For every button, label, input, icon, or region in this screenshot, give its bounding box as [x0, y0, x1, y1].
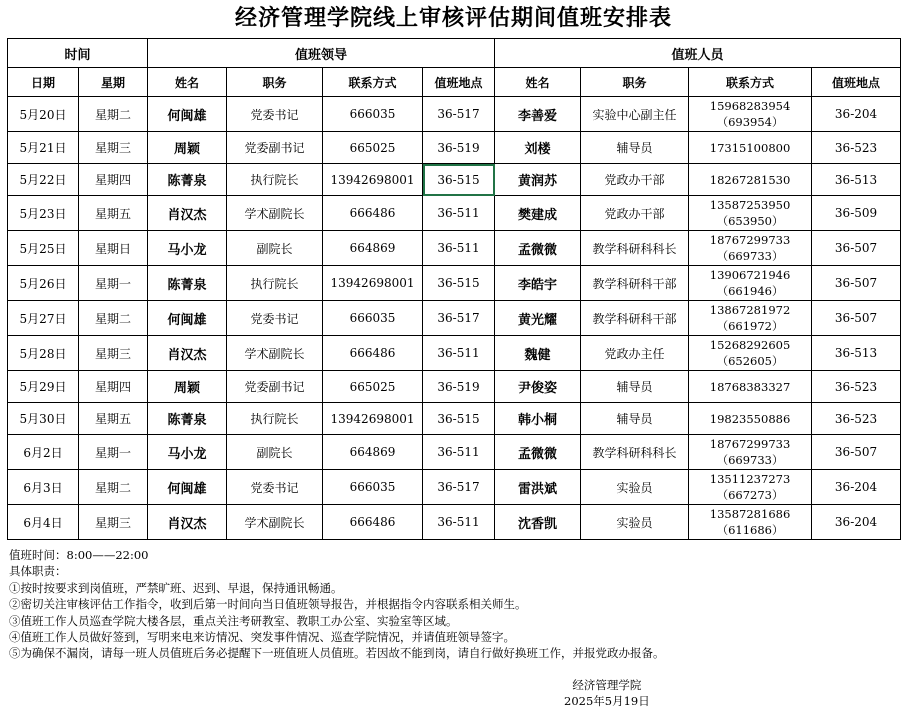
cell-leader-role[interactable]: 党委书记 — [227, 301, 323, 336]
cell-staff-phone[interactable] — [689, 266, 812, 301]
cell-leader-name[interactable]: 陈菁泉 — [148, 403, 227, 435]
cell-date[interactable]: 5月22日 — [8, 164, 79, 196]
cell-leader-name[interactable]: 周颖 — [148, 132, 227, 164]
table-row — [8, 371, 901, 403]
cell-leader-name[interactable]: 肖汉杰 — [148, 505, 227, 540]
cell-weekday[interactable]: 星期三 — [79, 505, 148, 540]
cell-weekday[interactable]: 星期一 — [79, 266, 148, 301]
cell-leader-place[interactable]: 36-511 — [423, 505, 495, 540]
cell-leader-phone[interactable]: 666035 — [323, 301, 423, 336]
cell-staff-place[interactable]: 36-204 — [812, 97, 901, 132]
cell-date[interactable]: 5月27日 — [8, 301, 79, 336]
cell-leader-name[interactable]: 陈菁泉 — [148, 266, 227, 301]
cell-weekday[interactable]: 星期日 — [79, 231, 148, 266]
cell-leader-place[interactable]: 36-511 — [423, 435, 495, 470]
cell-date[interactable]: 5月20日 — [8, 97, 79, 132]
cell-staff-name[interactable]: 孟微微 — [495, 435, 581, 470]
cell-staff-place[interactable]: 36-204 — [812, 470, 901, 505]
cell-staff-place[interactable]: 36-507 — [812, 231, 901, 266]
staff-phone-mobile: 18768383327 — [709, 379, 791, 394]
cell-staff-phone[interactable] — [689, 435, 812, 470]
cell-date[interactable]: 5月29日 — [8, 371, 79, 403]
cell-weekday[interactable]: 星期三 — [79, 132, 148, 164]
staff-phone-mobile: 17315100800 — [709, 140, 791, 155]
table-row — [8, 403, 901, 435]
cell-staff-place[interactable]: 36-523 — [812, 371, 901, 403]
cell-staff-phone[interactable] — [689, 164, 812, 196]
cell-staff-place[interactable]: 36-513 — [812, 164, 901, 196]
cell-weekday[interactable]: 星期四 — [79, 371, 148, 403]
cell-staff-name[interactable]: 韩小桐 — [495, 403, 581, 435]
cell-staff-name[interactable]: 李善爱 — [495, 97, 581, 132]
cell-leader-role[interactable]: 学术副院长 — [227, 196, 323, 231]
group-staff-header[interactable]: 值班人员 — [495, 39, 901, 68]
cell-staff-phone[interactable] — [689, 336, 812, 371]
cell-staff-place[interactable]: 36-204 — [812, 505, 901, 540]
staff-phone-mobile: 18767299733 — [709, 437, 791, 451]
cell-date[interactable]: 5月26日 — [8, 266, 79, 301]
note-line[interactable]: ①按时按要求到岗值班，严禁旷班、迟到、早退，保持通讯畅通。 — [9, 580, 343, 595]
note-line[interactable]: 具体职责： — [9, 564, 67, 579]
staff-phone-short: （669733） — [716, 249, 784, 263]
note-line[interactable]: ⑤为确保不漏岗，请每一班人员值班后务必提醒下一班值班人员值班。若因故不能到岗，请自行做好换班工作，并报党政办报备。 — [9, 646, 665, 661]
note-line[interactable]: ④值班工作人员做好签到，写明来电来访情况、突发事件情况、巡查学院情况，并请值班领导签字。 — [9, 630, 515, 645]
cell-weekday[interactable]: 星期三 — [79, 336, 148, 371]
cell-staff-role[interactable]: 实验员 — [581, 470, 689, 505]
staff-phone-short: （653950） — [716, 214, 784, 228]
cell-date[interactable]: 5月25日 — [8, 231, 79, 266]
cell-leader-role[interactable]: 党委书记 — [227, 97, 323, 132]
cell-leader-place[interactable]: 36-517 — [423, 97, 495, 132]
cell-leader-place[interactable]: 36-511 — [423, 196, 495, 231]
staff-phone-short: （661972） — [716, 319, 784, 333]
cell-staff-place[interactable]: 36-509 — [812, 196, 901, 231]
col-leader-phone-header[interactable]: 联系方式 — [323, 68, 423, 97]
staff-phone-mobile: 18767299733 — [709, 233, 791, 247]
table-row — [8, 435, 901, 470]
cell-leader-name[interactable]: 陈菁泉 — [148, 164, 227, 196]
duty-table — [7, 38, 901, 540]
col-staff-name-header[interactable]: 姓名 — [495, 68, 581, 97]
cell-staff-place[interactable]: 36-507 — [812, 435, 901, 470]
cell-staff-role[interactable]: 辅导员 — [581, 371, 689, 403]
cell-leader-phone[interactable]: 13942698001 — [323, 266, 423, 301]
staff-phone-short: （661946） — [716, 284, 784, 298]
cell-leader-place[interactable]: 36-515 — [423, 403, 495, 435]
cell-weekday[interactable]: 星期二 — [79, 470, 148, 505]
cell-staff-role[interactable]: 辅导员 — [581, 132, 689, 164]
table-row — [8, 470, 901, 505]
cell-leader-place[interactable]: 36-519 — [423, 371, 495, 403]
table-row — [8, 266, 901, 301]
col-staff-place-header[interactable]: 值班地点 — [812, 68, 901, 97]
cell-leader-phone[interactable]: 13942698001 — [323, 403, 423, 435]
signature-date[interactable]: 2025年5月19日 — [564, 694, 650, 708]
note-line[interactable]: 值班时间：8:00——22:00 — [9, 548, 149, 562]
cell-leader-role[interactable]: 执行院长 — [227, 164, 323, 196]
cell-staff-role[interactable]: 教学科研科干部 — [581, 266, 689, 301]
cell-staff-name[interactable]: 樊建成 — [495, 196, 581, 231]
col-staff-role-header[interactable]: 职务 — [581, 68, 689, 97]
cell-staff-name[interactable]: 沈香凯 — [495, 505, 581, 540]
cell-leader-place[interactable]: 36-519 — [423, 132, 495, 164]
cell-leader-place[interactable]: 36-511 — [423, 336, 495, 371]
cell-staff-name[interactable]: 魏健 — [495, 336, 581, 371]
cell-staff-role[interactable]: 辅导员 — [581, 403, 689, 435]
cell-staff-name[interactable]: 刘楼 — [495, 132, 581, 164]
col-leader-place-header[interactable]: 值班地点 — [423, 68, 495, 97]
staff-phone-mobile: 13511237273 — [709, 472, 791, 486]
cell-leader-role[interactable]: 党委副书记 — [227, 132, 323, 164]
cell-leader-name[interactable]: 马小龙 — [148, 435, 227, 470]
cell-staff-phone[interactable] — [689, 231, 812, 266]
table-row — [8, 336, 901, 371]
cell-leader-phone[interactable]: 13942698001 — [323, 164, 423, 196]
cell-staff-name[interactable]: 雷洪斌 — [495, 470, 581, 505]
cell-staff-role[interactable]: 党政办干部 — [581, 196, 689, 231]
cell-leader-role[interactable]: 执行院长 — [227, 266, 323, 301]
staff-phone-short: （667273） — [716, 488, 784, 502]
page-title: 经济管理学院线上审核评估期间值班安排表 — [234, 5, 672, 31]
group-time-header[interactable]: 时间 — [8, 39, 148, 68]
cell-staff-role[interactable]: 实验员 — [581, 505, 689, 540]
staff-phone-short: （611686） — [716, 523, 784, 537]
cell-staff-role[interactable]: 教学科研科科长 — [581, 231, 689, 266]
cell-staff-phone[interactable] — [689, 196, 812, 231]
cell-leader-role[interactable]: 党委副书记 — [227, 371, 323, 403]
table-row — [8, 301, 901, 336]
cell-weekday[interactable]: 星期五 — [79, 403, 148, 435]
col-staff-phone-header[interactable]: 联系方式 — [689, 68, 812, 97]
cell-leader-phone[interactable]: 665025 — [323, 371, 423, 403]
col-date-header[interactable]: 日期 — [8, 68, 79, 97]
cell-staff-phone[interactable] — [689, 403, 812, 435]
staff-phone-mobile: 15968283954 — [709, 99, 791, 113]
cell-staff-place[interactable]: 36-507 — [812, 266, 901, 301]
cell-leader-role[interactable]: 党委书记 — [227, 470, 323, 505]
cell-staff-name[interactable]: 黄光耀 — [495, 301, 581, 336]
signature-block — [564, 677, 650, 709]
cell-leader-phone[interactable]: 665025 — [323, 132, 423, 164]
cell-leader-place[interactable]: 36-517 — [423, 470, 495, 505]
cell-staff-phone[interactable] — [689, 97, 812, 132]
cell-staff-phone[interactable] — [689, 301, 812, 336]
cell-leader-name[interactable]: 肖汉杰 — [148, 196, 227, 231]
staff-phone-mobile: 18267281530 — [709, 172, 791, 187]
staff-phone-short: （669733） — [716, 453, 784, 467]
cell-weekday[interactable]: 星期五 — [79, 196, 148, 231]
cell-date[interactable]: 5月23日 — [8, 196, 79, 231]
cell-leader-role[interactable]: 副院长 — [227, 231, 323, 266]
cell-staff-place[interactable]: 36-523 — [812, 132, 901, 164]
table-row — [8, 164, 901, 196]
table-row — [8, 505, 901, 540]
cell-staff-role[interactable]: 实验中心副主任 — [581, 97, 689, 132]
cell-leader-place[interactable]: 36-515 — [423, 266, 495, 301]
group-leader-header[interactable]: 值班领导 — [148, 39, 495, 68]
cell-leader-role[interactable]: 学术副院长 — [227, 336, 323, 371]
duty-table-body — [8, 97, 901, 540]
cell-date[interactable]: 6月3日 — [8, 470, 79, 505]
staff-phone-mobile: 13587281686 — [709, 507, 791, 521]
cell-date[interactable]: 6月4日 — [8, 505, 79, 540]
table-row — [8, 97, 901, 132]
cell-staff-phone[interactable] — [689, 132, 812, 164]
cell-staff-name[interactable]: 孟微微 — [495, 231, 581, 266]
staff-phone-mobile: 15268292605 — [709, 338, 791, 352]
cell-leader-name[interactable]: 马小龙 — [148, 231, 227, 266]
cell-weekday[interactable]: 星期二 — [79, 97, 148, 132]
cell-staff-place[interactable]: 36-513 — [812, 336, 901, 371]
cell-staff-phone[interactable] — [689, 470, 812, 505]
cell-leader-place[interactable]: 36-517 — [423, 301, 495, 336]
staff-phone-mobile: 13867281972 — [709, 303, 791, 317]
table-row — [8, 132, 901, 164]
table-row — [8, 196, 901, 231]
cell-staff-phone[interactable] — [689, 505, 812, 540]
cell-leader-phone[interactable]: 666486 — [323, 505, 423, 540]
cell-leader-name[interactable]: 何闽雄 — [148, 470, 227, 505]
cell-staff-role[interactable]: 教学科研科科长 — [581, 435, 689, 470]
note-line[interactable]: ②密切关注审核评估工作指令，收到后第一时间向当日值班领导报告，并根据指令内容联系相关师生。 — [9, 597, 527, 612]
staff-phone-short: （693954） — [716, 115, 784, 129]
cell-leader-name[interactable]: 肖汉杰 — [148, 336, 227, 371]
cell-leader-phone[interactable]: 664869 — [323, 231, 423, 266]
table-row — [8, 231, 901, 266]
cell-leader-phone[interactable]: 666486 — [323, 196, 423, 231]
signature-org[interactable]: 经济管理学院 — [572, 678, 642, 692]
cell-leader-phone[interactable]: 666035 — [323, 470, 423, 505]
cell-leader-phone[interactable]: 666035 — [323, 97, 423, 132]
cell-leader-phone[interactable]: 666486 — [323, 336, 423, 371]
col-leader-name-header[interactable]: 姓名 — [148, 68, 227, 97]
cell-staff-name[interactable]: 李皓宇 — [495, 266, 581, 301]
cell-leader-phone[interactable]: 664869 — [323, 435, 423, 470]
cell-date[interactable]: 6月2日 — [8, 435, 79, 470]
cell-staff-phone[interactable] — [689, 371, 812, 403]
cell-staff-place[interactable]: 36-523 — [812, 403, 901, 435]
col-weekday-header[interactable]: 星期 — [79, 68, 148, 97]
cell-date[interactable]: 5月28日 — [8, 336, 79, 371]
cell-leader-role[interactable]: 学术副院长 — [227, 505, 323, 540]
cell-staff-role[interactable]: 党政办主任 — [581, 336, 689, 371]
cell-weekday[interactable]: 星期一 — [79, 435, 148, 470]
cell-leader-name[interactable]: 何闽雄 — [148, 301, 227, 336]
note-line[interactable]: ③值班工作人员巡查学院大楼各层，重点关注考研教室、教职工办公室、实验室等区域。 — [9, 613, 458, 628]
staff-phone-mobile: 19823550886 — [709, 411, 791, 426]
cell-staff-role[interactable]: 教学科研科干部 — [581, 301, 689, 336]
cell-leader-place[interactable]: 36-511 — [423, 231, 495, 266]
cell-date[interactable]: 5月21日 — [8, 132, 79, 164]
col-leader-role-header[interactable]: 职务 — [227, 68, 323, 97]
cell-weekday[interactable]: 星期二 — [79, 301, 148, 336]
duty-notes — [9, 547, 665, 662]
cell-leader-place[interactable]: 36-515 — [423, 164, 495, 196]
cell-staff-name[interactable]: 尹俊姿 — [495, 371, 581, 403]
cell-staff-place[interactable]: 36-507 — [812, 301, 901, 336]
staff-phone-mobile: 13906721946 — [709, 268, 791, 282]
cell-staff-name[interactable]: 黄润苏 — [495, 164, 581, 196]
staff-phone-short: （652605） — [716, 354, 784, 368]
staff-phone-mobile: 13587253950 — [709, 198, 791, 212]
cell-date[interactable]: 5月30日 — [8, 403, 79, 435]
cell-leader-role[interactable]: 副院长 — [227, 435, 323, 470]
cell-weekday[interactable]: 星期四 — [79, 164, 148, 196]
cell-leader-role[interactable]: 执行院长 — [227, 403, 323, 435]
cell-leader-name[interactable]: 周颖 — [148, 371, 227, 403]
cell-leader-name[interactable]: 何闽雄 — [148, 97, 227, 132]
cell-staff-role[interactable]: 党政办干部 — [581, 164, 689, 196]
